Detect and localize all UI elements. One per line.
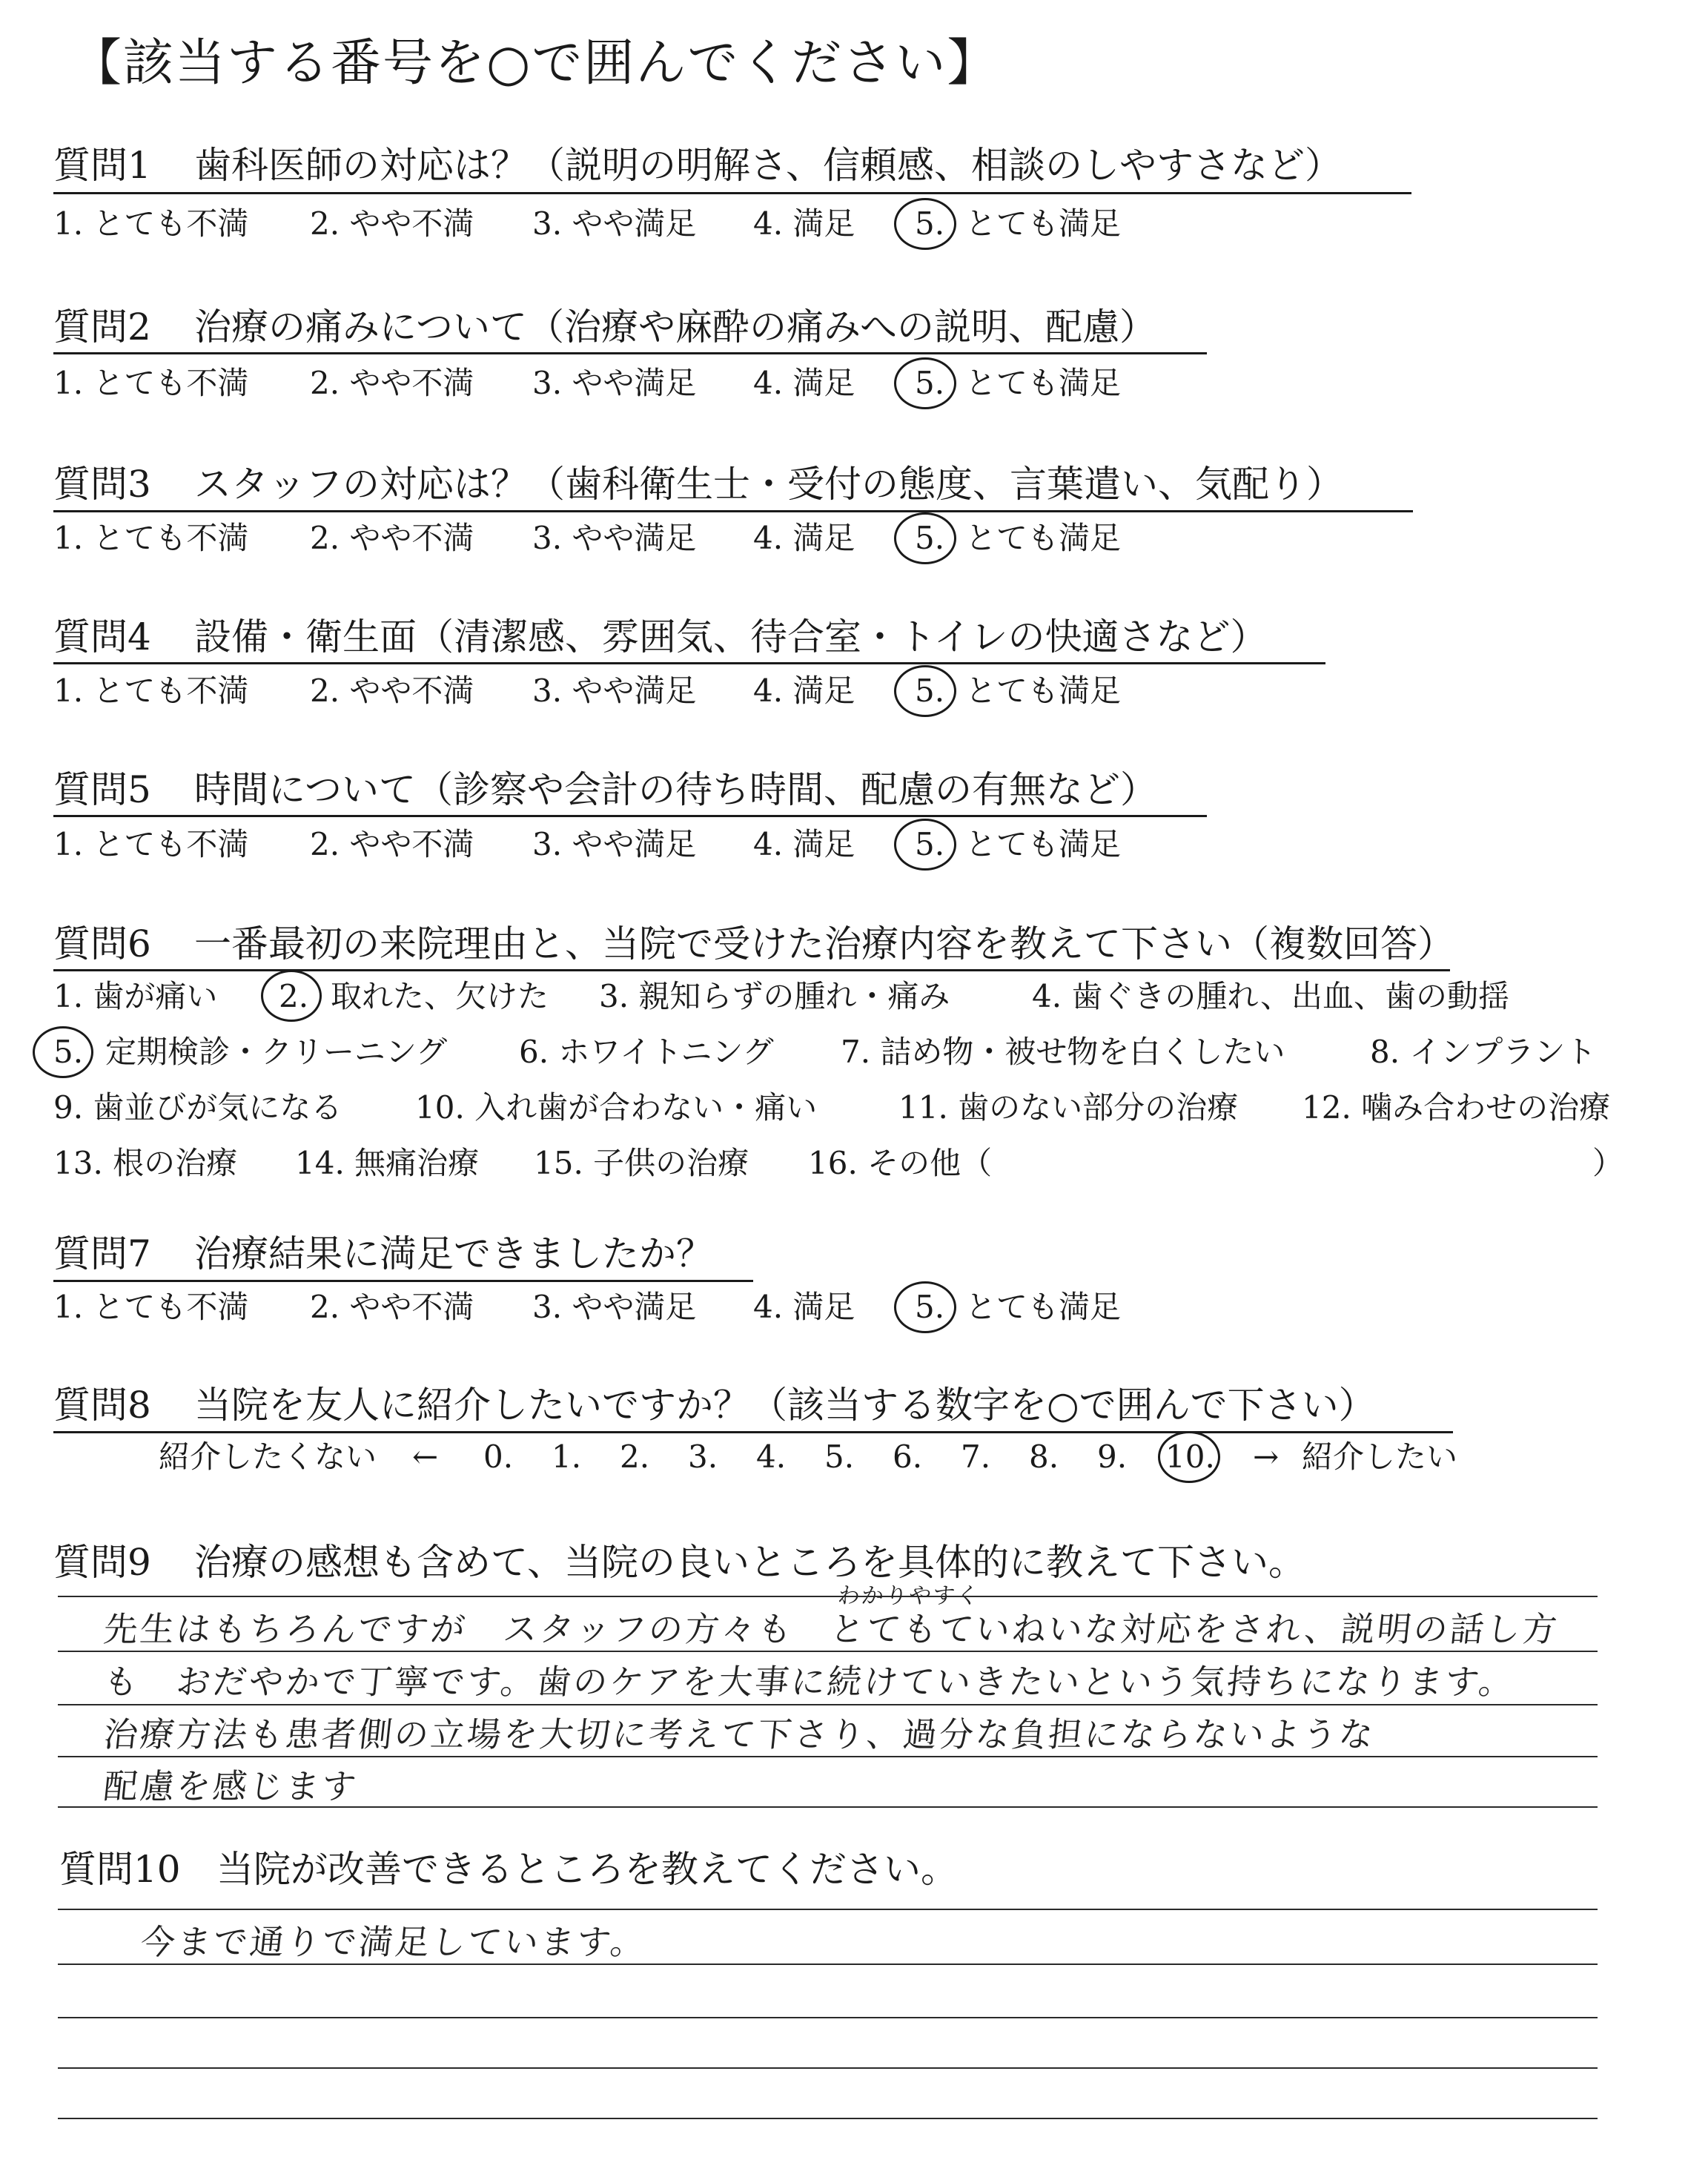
q6-option-2-label: 取れた、欠けた	[331, 978, 549, 1014]
answer-rule	[58, 2118, 1598, 2119]
option-1[interactable]: 1. とても不満	[53, 365, 249, 401]
handwritten-answer-line: 配慮を感じます	[102, 1766, 360, 1806]
option-5-label: とても満足	[965, 520, 1122, 556]
option-3[interactable]: 3. やや満足	[532, 1289, 697, 1325]
question-text: 当院を友人に紹介したいですか？（該当する数字を○で囲んで下さい）	[194, 1384, 1376, 1427]
q6-option-5-label: 定期検診・クリーニング	[105, 1034, 448, 1070]
scale-10[interactable]: 10.	[1165, 1439, 1215, 1475]
question-label: 質問3	[53, 463, 151, 506]
question-underline	[53, 815, 1207, 817]
option-2[interactable]: 2. やや不満	[310, 826, 474, 862]
option-2[interactable]: 2. やや不満	[310, 365, 474, 401]
option-1[interactable]: 1. とても不満	[53, 520, 249, 556]
option-2[interactable]: 2. やや不満	[310, 205, 474, 242]
question-underline	[53, 969, 1450, 971]
scale-9[interactable]: 9.	[1097, 1439, 1128, 1475]
answer-rule	[58, 1756, 1598, 1757]
option-5[interactable]: 5.	[915, 365, 945, 401]
q6-option-6[interactable]: 6. ホワイトニング	[519, 1034, 774, 1070]
selection-circle	[894, 1281, 956, 1333]
question-label: 質問10	[59, 1848, 181, 1891]
question-label: 質問8	[53, 1384, 151, 1427]
question-label: 質問2	[53, 305, 151, 349]
question-label: 質問5	[53, 768, 151, 811]
scale-0[interactable]: 0.	[483, 1439, 514, 1475]
option-5[interactable]: 5.	[915, 826, 945, 862]
scale-3[interactable]: 3.	[688, 1439, 718, 1475]
selection-circle	[894, 198, 956, 250]
handwritten-answer-line: も おだやかで丁寧です。歯のケアを大事に続けていきたいという気持ちになります。	[102, 1662, 1517, 1702]
q6-option-14[interactable]: 14. 無痛治療	[295, 1145, 480, 1181]
scale-4[interactable]: 4.	[756, 1439, 787, 1475]
question-text: 当院が改善できるところを教えてください。	[216, 1848, 958, 1891]
q6-option-9[interactable]: 9. 歯並びが気になる	[53, 1089, 342, 1126]
question-text: スタッフの対応は？（歯科衛生士・受付の態度、言葉遣い、気配り）	[194, 463, 1343, 506]
option-5[interactable]: 5.	[915, 673, 945, 709]
selection-circle	[894, 665, 956, 717]
option-5-label: とても満足	[965, 205, 1122, 242]
question-underline	[53, 192, 1411, 194]
option-5-label: とても満足	[965, 1289, 1122, 1325]
question-text: 治療の感想も含めて、当院の良いところを具体的に教えて下さい。	[194, 1541, 1305, 1584]
selection-circle	[261, 970, 322, 1022]
scale-1[interactable]: 1.	[552, 1439, 582, 1475]
option-1[interactable]: 1. とても不満	[53, 673, 249, 709]
option-5[interactable]: 5.	[915, 205, 945, 242]
question-label: 質問4	[53, 615, 151, 658]
option-5-label: とても満足	[965, 673, 1122, 709]
answer-rule	[58, 1651, 1598, 1652]
question-label: 質問6	[53, 922, 151, 965]
option-2[interactable]: 2. やや不満	[310, 520, 474, 556]
q6-option-15[interactable]: 15. 子供の治療	[534, 1145, 749, 1181]
option-4[interactable]: 4. 満足	[753, 205, 855, 242]
scale-2[interactable]: 2.	[620, 1439, 650, 1475]
answer-rule	[58, 2067, 1598, 2069]
q6-option-8[interactable]: 8. インプラント	[1370, 1034, 1597, 1070]
option-5[interactable]: 5.	[915, 1289, 945, 1325]
q6-option-3[interactable]: 3. 親知らずの腫れ・痛み	[599, 978, 950, 1014]
option-4[interactable]: 4. 満足	[753, 1289, 855, 1325]
question-underline	[53, 1431, 1453, 1433]
question-label: 質問9	[53, 1541, 151, 1584]
question-text: 一番最初の来院理由と、当院で受けた治療内容を教えて下さい（複数回答）	[194, 922, 1454, 965]
question-text: 時間について（診察や会計の待ち時間、配慮の有無など）	[194, 768, 1157, 811]
option-2[interactable]: 2. やや不満	[310, 673, 474, 709]
answer-rule	[58, 1704, 1598, 1705]
option-1[interactable]: 1. とても不満	[53, 205, 249, 242]
selection-circle	[894, 357, 956, 409]
option-4[interactable]: 4. 満足	[753, 673, 855, 709]
option-5[interactable]: 5.	[915, 520, 945, 556]
q6-option-10[interactable]: 10. 入れ歯が合わない・痛い	[415, 1089, 818, 1126]
question-text: 治療結果に満足できましたか？	[194, 1232, 713, 1275]
q6-option-7[interactable]: 7. 詰め物・被せ物を白くしたい	[841, 1034, 1285, 1070]
selection-circle	[894, 512, 956, 564]
question-text: 設備・衛生面（清潔感、雰囲気、待合室・トイレの快適さなど）	[194, 615, 1268, 658]
option-3[interactable]: 3. やや満足	[532, 520, 697, 556]
answer-rule	[58, 1964, 1598, 1965]
question-text: 歯科医師の対応は？（説明の明解さ、信頼感、相談のしやすさなど）	[194, 144, 1342, 187]
question-underline	[53, 510, 1413, 512]
question-underline	[53, 662, 1325, 664]
scale-8[interactable]: 8.	[1029, 1439, 1059, 1475]
option-2[interactable]: 2. やや不満	[310, 1289, 474, 1325]
option-4[interactable]: 4. 満足	[753, 826, 855, 862]
q6-option-12[interactable]: 12. 噛み合わせの治療	[1302, 1089, 1611, 1126]
q6-option-4[interactable]: 4. 歯ぐきの腫れ、出血、歯の動揺	[1032, 978, 1509, 1014]
answer-rule	[58, 2017, 1598, 2018]
scale-5[interactable]: 5.	[824, 1439, 855, 1475]
option-3[interactable]: 3. やや満足	[532, 826, 697, 862]
question-text: 治療の痛みについて（治療や麻酔の痛みへの説明、配慮）	[194, 305, 1156, 349]
q6-option-5[interactable]: 5.	[53, 1034, 84, 1070]
q6-other-close-paren: ）	[1592, 1145, 1624, 1181]
scale-7[interactable]: 7.	[961, 1439, 991, 1475]
scale-6[interactable]: 6.	[893, 1439, 923, 1475]
scale-right-label: 紹介したい	[1302, 1439, 1458, 1475]
question-label: 質問7	[53, 1232, 151, 1275]
answer-rule	[58, 1806, 1598, 1808]
answer-rule	[58, 1596, 1598, 1597]
option-5-label: とても満足	[965, 826, 1122, 862]
q6-option-13[interactable]: 13. 根の治療	[53, 1145, 238, 1181]
q6-option-16[interactable]: 16. その他（	[808, 1145, 993, 1181]
handwritten-answer-line: 今まで通りで満足しています。	[139, 1922, 649, 1962]
selection-circle	[1158, 1431, 1220, 1483]
scale-right-arrow: →	[1253, 1439, 1280, 1475]
option-3[interactable]: 3. やや満足	[532, 205, 697, 242]
question-underline	[53, 1280, 753, 1282]
option-3[interactable]: 3. やや満足	[532, 673, 697, 709]
q6-option-11[interactable]: 11. 歯のない部分の治療	[898, 1089, 1239, 1126]
q6-option-2[interactable]: 2.	[279, 978, 309, 1014]
page-title: 【該当する番号を○で囲んでください】	[71, 34, 999, 93]
scale-left-arrow: ←	[412, 1439, 439, 1475]
handwritten-answer-line: 治療方法も患者側の立場を大切に考えて下さり、過分な負担にならないような	[102, 1714, 1377, 1754]
option-1[interactable]: 1. とても不満	[53, 826, 249, 862]
answer-rule	[58, 1909, 1598, 1910]
q6-option-1[interactable]: 1. 歯が痛い	[53, 978, 218, 1014]
selection-circle	[33, 1026, 93, 1078]
option-3[interactable]: 3. やや満足	[532, 365, 697, 401]
selection-circle	[894, 819, 956, 871]
scale-left-label: 紹介したくない	[159, 1439, 377, 1475]
question-label: 質問1	[53, 144, 151, 187]
option-4[interactable]: 4. 満足	[753, 365, 855, 401]
option-1[interactable]: 1. とても不満	[53, 1289, 249, 1325]
option-5-label: とても満足	[965, 365, 1122, 401]
question-underline	[53, 352, 1207, 354]
handwritten-insertion: わかりやすく	[836, 1583, 982, 1609]
handwritten-answer-line: 先生はもちろんですが スタッフの方々も とてもていねいな対応をされ、説明の話し方	[102, 1609, 1561, 1649]
option-4[interactable]: 4. 満足	[753, 520, 855, 556]
